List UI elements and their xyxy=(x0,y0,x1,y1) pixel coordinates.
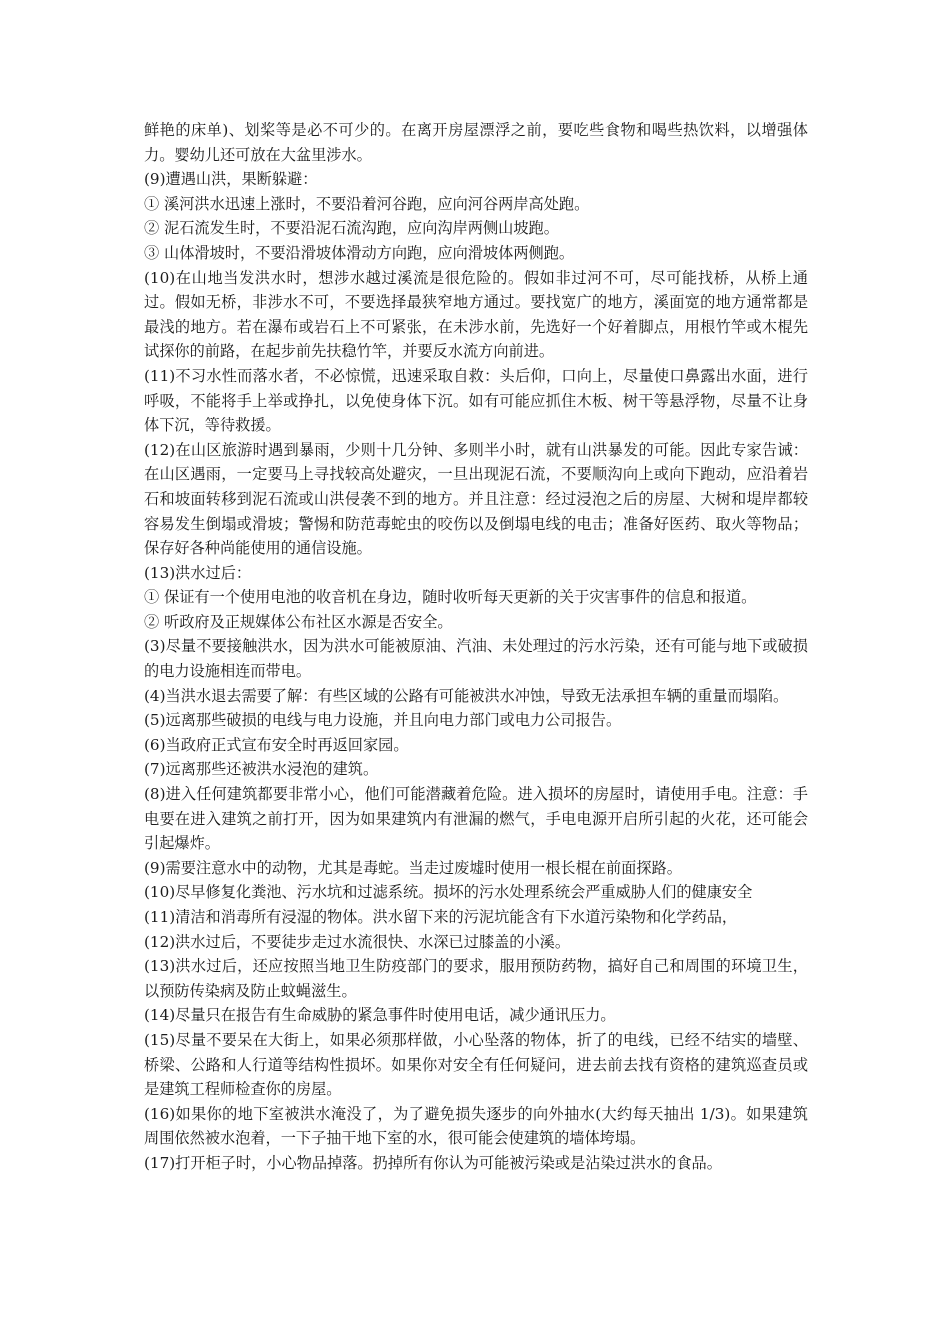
document-body xyxy=(144,118,808,1176)
paragraph: (16)如果你的地下室被洪水淹没了，为了避免损失逐步的向外抽水(大约每天抽出 1/3)。如果建筑周围依然被水泡着，一下子抽干地下室的水，很可能会使建筑的墙体垮塌。 xyxy=(144,1104,808,1148)
paragraph: (17)打开柜子时，小心物品掉落。扔掉所有你认为可能被污染或是沾染过洪水的食品。 xyxy=(144,1153,722,1172)
paragraph: ① 溪河洪水迅速上涨时，不要沿着河谷跑，应向河谷两岸高处跑。 xyxy=(144,194,590,213)
paragraph: (3)尽量不要接触洪水，因为洪水可能被原油、汽油、未处理过的污水污染，还有可能与地下或破损的电力设施相连而带电。 xyxy=(144,637,808,681)
paragraph: (9)需要注意水中的动物，尤其是毒蛇。当走过废墟时使用一根长棍在前面探路。 xyxy=(144,858,682,877)
paragraph: ② 听政府及正规媒体公布社区水源是否安全。 xyxy=(144,612,453,631)
paragraph: 鲜艳的床单)、划桨等是必不可少的。在离开房屋漂浮之前，要吃些食物和喝些热饮料，以增强体力。婴幼儿还可放在大盆里涉水。 xyxy=(144,121,808,164)
paragraph: ② 泥石流发生时，不要沿泥石流沟跑，应向沟岸两侧山坡跑。 xyxy=(144,219,559,238)
paragraph: ③ 山体滑坡时，不要沿滑坡体滑动方向跑，应向滑坡体两侧跑。 xyxy=(144,243,575,262)
paragraph: (10)在山地当发洪水时，想涉水越过溪流是很危险的。假如非过河不可，尽可能找桥，从桥上通过。假如无桥，非涉水不可，不要选择最狭窄地方通过。要找宽广的地方，溪面宽的地方通常都是最浅的地方。若在瀑布或岩石上不可紧张，在未涉水前，先选好一个好着脚点，用根竹竿或木棍先试探你的前路，在起步前先扶稳竹竿，并要反水流方向前进。 xyxy=(144,268,808,361)
paragraph: (13)洪水过后： xyxy=(144,563,252,582)
paragraph: (4)当洪水退去需要了解：有些区域的公路有可能被洪水冲蚀，导致无法承担车辆的重量而塌陷。 xyxy=(144,686,789,705)
paragraph: (5)远离那些破损的电线与电力设施，并且向电力部门或电力公司报告。 xyxy=(144,711,622,730)
paragraph: (13)洪水过后，还应按照当地卫生防疫部门的要求，服用预防药物，搞好自己和周围的环境卫生，以预防传染病及防止蚊蝇滋生。 xyxy=(144,957,808,1000)
paragraph: (8)进入任何建筑都要非常小心，他们可能潜藏着危险。进入损坏的房屋时，请使用手电。注意：手电要在进入建筑之前打开，因为如果建筑内有泄漏的燃气，手电电源开启所引起的火花，还可能会引起爆炸。 xyxy=(144,785,808,853)
paragraph: (11)清洁和消毒所有浸湿的物体。洪水留下来的污泥坑能含有下水道污染物和化学药品， xyxy=(144,908,738,926)
paragraph: (12)洪水过后，不要徒步走过水流很快、水深已过膝盖的小溪。 xyxy=(144,932,571,951)
paragraph: (14)尽量只在报告有生命威胁的紧急事件时使用电话，减少通讯压力。 xyxy=(144,1006,616,1025)
paragraph: (11)不习水性而落水者，不必惊慌，迅速采取自救：头后仰，口向上，尽量使口鼻露出水面，进行呼吸，不能将手上举或挣扎，以免使身体下沉。如有可能应抓住木板、树干等悬浮物，尽量不让身体下沉，等待救援。 xyxy=(144,366,808,435)
paragraph: (10)尽早修复化粪池、污水坑和过滤系统。损坏的污水处理系统会严重威胁人们的健康安全 xyxy=(144,883,753,902)
paragraph: (12)在山区旅游时遇到暴雨，少则十几分钟、多则半小时，就有山洪暴发的可能。因此专家告诫：在山区遇雨，一定要马上寻找较高处避灾，一旦出现泥石流，不要顺沟向上或向下跑动，应沿着岩石和坡面转移到泥石流或山洪侵袭不到的地方。并且注意：经过浸泡之后的房屋、大树和堤岸都较容易发生倒塌或滑坡；警惕和防范毒蛇虫的咬伤以及倒塌电线的电击；准备好医药、取火等物品；保存好各种尚能使用的通信设施。 xyxy=(144,440,808,558)
paragraph: (9)遭遇山洪，果断躲避： xyxy=(144,170,318,189)
paragraph: ① 保证有一个使用电池的收音机在身边，随时收听每天更新的关于灾害事件的信息和报道。 xyxy=(144,588,757,607)
paragraph: (6)当政府正式宣布安全时再返回家园。 xyxy=(144,735,409,754)
paragraph: (15)尽量不要呆在大街上，如果必须那样做，小心坠落的物体，折了的电线，已经不结实的墙壁、桥梁、公路和人行道等结构性损坏。如果你对安全有任何疑问，进去前去找有资格的建筑巡查员或是建筑工程师检查你的房屋。 xyxy=(144,1030,808,1099)
paragraph: (7)远离那些还被洪水浸泡的建筑。 xyxy=(144,760,379,779)
